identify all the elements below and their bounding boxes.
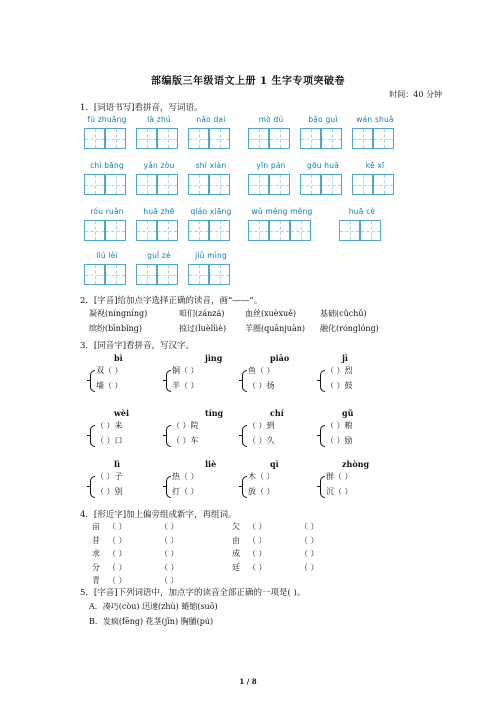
brace-icon [166, 476, 171, 498]
brace-icon [320, 476, 325, 498]
writing-box[interactable] [352, 174, 373, 195]
q5-option-b: B．发疯(fēng) 花茎(jīn) 胸脯(pú) [89, 617, 214, 626]
writing-box[interactable] [136, 264, 157, 285]
pinyin-prompt: mò dú [258, 115, 284, 124]
base-char: 昔 [92, 535, 100, 545]
fill-blank: （ ）扬 [248, 381, 275, 390]
answer-blank: （ ） [108, 522, 127, 531]
pinyin-prompt: huā zhē [143, 207, 175, 216]
writing-box[interactable] [84, 220, 105, 241]
brace-icon [90, 370, 95, 392]
writing-box[interactable] [157, 174, 178, 195]
pinyin-prompt: bǎo guì [308, 115, 338, 124]
pinyin-prompt: chì bǎng [90, 161, 124, 170]
q2-item: 缤纷(bīnbǐng) [89, 324, 143, 333]
homophone-pinyin: tíng [205, 408, 224, 418]
answer-blank: （ ） [160, 535, 179, 545]
writing-box[interactable] [105, 264, 126, 285]
q2-item: 凝视(níngníng) [89, 309, 148, 318]
fill-blank: 半（ ） [172, 381, 199, 390]
writing-box[interactable] [360, 220, 381, 241]
fill-blank: 鱼（ ） [248, 366, 275, 375]
answer-blank: （ ） [108, 576, 127, 585]
brace-icon [166, 370, 171, 392]
answer-blank: （ ） [160, 562, 179, 572]
answer-blank: （ ） [300, 549, 319, 558]
writing-box[interactable] [373, 128, 394, 149]
pinyin-prompt: yǎn zòu [143, 161, 175, 170]
brace-icon [242, 370, 247, 392]
fill-blank: 木（ ） [248, 472, 275, 481]
q3-label: 3．[同音字]看拼音，写汉字。 [80, 341, 195, 351]
writing-box[interactable] [269, 220, 290, 241]
q5-option-a: A．凑巧(còu) 迅速(zhù) 蜷缩(suō) [89, 602, 218, 611]
writing-box[interactable] [136, 128, 157, 149]
pinyin-prompt: kě xī [365, 161, 385, 170]
writing-box[interactable] [84, 128, 105, 149]
writing-box[interactable] [209, 128, 230, 149]
writing-box[interactable] [373, 174, 394, 195]
brace-icon [90, 476, 95, 498]
homophone-pinyin: liè [205, 459, 217, 469]
fill-blank: 打（ ） [172, 487, 199, 496]
time-limit: 时间：40 分钟 [389, 90, 442, 99]
base-char: 成 [232, 549, 240, 558]
pinyin-prompt: qiáo xiāng [190, 207, 232, 216]
base-char: 青 [92, 576, 100, 585]
answer-blank: （ ） [248, 562, 267, 572]
writing-box[interactable] [188, 264, 209, 285]
answer-blank: （ ） [160, 522, 179, 531]
writing-box[interactable] [84, 264, 105, 285]
answer-blank: （ ） [300, 522, 319, 531]
pinyin-prompt: gōu huà [307, 161, 339, 170]
writing-box[interactable] [339, 220, 360, 241]
base-char: 由 [232, 535, 240, 545]
writing-box[interactable] [209, 220, 230, 241]
writing-box[interactable] [248, 128, 269, 149]
writing-box[interactable] [105, 128, 126, 149]
writing-box[interactable] [188, 174, 209, 195]
writing-box[interactable] [269, 128, 290, 149]
brace-icon [320, 370, 325, 392]
q2-item: 咱们(zánzá) [179, 309, 225, 318]
page-title: 部编版三年级语文上册 1 生字专项突破卷 [151, 76, 345, 87]
fill-blank: （ ）鼓 [326, 381, 353, 390]
base-char: 廷 [232, 562, 240, 572]
pinyin-prompt: fú zhuāng [87, 115, 127, 124]
writing-box[interactable] [157, 220, 178, 241]
writing-box[interactable] [84, 174, 105, 195]
writing-box[interactable] [300, 128, 321, 149]
fill-blank: （ ）别 [96, 487, 123, 496]
homophone-pinyin: wèi [114, 408, 130, 418]
writing-box[interactable] [188, 128, 209, 149]
base-char: 求 [92, 549, 100, 558]
answer-blank: （ ） [300, 562, 319, 572]
brace-icon [320, 425, 325, 447]
fill-blank: 热（ ） [172, 472, 199, 481]
homophone-pinyin: gǔ [342, 408, 354, 418]
q1-label: 1．[词语书写]看拼音，写词语。 [80, 103, 203, 113]
q2-item: 掠过(luèlüè) [179, 324, 227, 333]
pinyin-prompt: róu ruǎn [90, 207, 124, 216]
fill-blank: （ ）粮 [326, 421, 353, 430]
fill-blank: （ ）到 [248, 421, 275, 430]
writing-box[interactable] [188, 220, 209, 241]
fill-blank: （ ）久 [248, 436, 275, 445]
fill-blank: （ ）子 [96, 472, 123, 481]
homophone-pinyin: lì [114, 459, 121, 469]
writing-box[interactable] [248, 174, 269, 195]
fill-blank: （ ）励 [326, 436, 353, 445]
fill-blank: 双（ ） [96, 366, 123, 375]
answer-blank: （ ） [160, 576, 179, 585]
fill-blank: 放（ ） [248, 487, 275, 496]
writing-box[interactable] [321, 174, 342, 195]
brace-icon [242, 476, 247, 498]
base-char: 欠 [232, 522, 240, 531]
brace-icon [166, 425, 171, 447]
brace-icon [242, 425, 247, 447]
writing-box[interactable] [105, 220, 126, 241]
pinyin-prompt: wán shuǎ [356, 115, 394, 124]
pinyin-prompt: wǔ méng méng [251, 207, 313, 216]
writing-box[interactable] [248, 220, 269, 241]
base-char: 亩 [92, 522, 100, 531]
q2-label: 2．[字音]给加点字选择正确的读音，画“——”。 [80, 296, 263, 306]
writing-box[interactable] [157, 264, 178, 285]
homophone-pinyin: piāo [270, 353, 290, 363]
homophone-pinyin: jìng [205, 353, 223, 363]
brace-icon [90, 425, 95, 447]
answer-blank: （ ） [108, 549, 127, 558]
fill-blank: （ ）来 [96, 421, 123, 430]
fill-blank: 铜（ ） [172, 366, 199, 375]
pinyin-prompt: liú lèi [96, 251, 118, 260]
answer-blank: （ ） [300, 535, 319, 545]
homophone-pinyin: jī [342, 353, 348, 363]
q2-item: 羊圈(quānjuàn) [245, 324, 305, 333]
answer-blank: （ ） [248, 535, 267, 545]
writing-box[interactable] [290, 220, 311, 241]
fill-blank: 沉（ ） [326, 487, 353, 496]
answer-blank: （ ） [108, 562, 127, 572]
fill-blank: 群（ ） [326, 472, 353, 481]
q4-label: 4．[形近字]加上偏旁组成新字，再组词。 [80, 510, 237, 520]
homophone-pinyin: bì [114, 353, 123, 363]
fill-blank: （ ）口 [96, 436, 123, 445]
homophone-pinyin: chí [270, 408, 284, 418]
fill-blank: （ ）院 [172, 421, 199, 430]
fill-blank: 墙（ ） [96, 381, 123, 390]
fill-blank: （ ）车 [172, 436, 199, 445]
base-char: 分 [92, 562, 100, 572]
pinyin-prompt: yīn pán [256, 161, 286, 170]
q2-item: 融化(rónglóng) [320, 324, 379, 333]
writing-box[interactable] [269, 174, 290, 195]
pinyin-prompt: jiǔ mìng [195, 251, 227, 260]
pinyin-prompt: shí xiàn [195, 161, 227, 170]
q2-item: 血丝(xuèxuě) [245, 309, 297, 318]
answer-blank: （ ） [108, 535, 127, 545]
pinyin-prompt: là zhú [147, 115, 171, 124]
writing-box[interactable] [136, 174, 157, 195]
pinyin-prompt: nǎo dai [196, 115, 226, 124]
pinyin-prompt: guǐ zé [147, 251, 171, 260]
homophone-pinyin: qì [270, 459, 279, 469]
writing-box[interactable] [209, 264, 230, 285]
q5-label: 5．[字音]下列词语中，加点字的读音全部正确的一项是( )。 [80, 588, 306, 598]
answer-blank: （ ） [160, 549, 179, 558]
q2-item: 基础(cǔchǔ) [320, 309, 367, 318]
writing-box[interactable] [136, 220, 157, 241]
writing-box[interactable] [300, 174, 321, 195]
writing-box[interactable] [209, 174, 230, 195]
writing-box[interactable] [352, 128, 373, 149]
answer-blank: （ ） [248, 522, 267, 531]
page-number: 1 / 8 [239, 677, 257, 686]
homophone-pinyin: zhòng [342, 459, 370, 469]
writing-box[interactable] [321, 128, 342, 149]
writing-box[interactable] [105, 174, 126, 195]
pinyin-prompt: huā cè [348, 207, 376, 216]
fill-blank: （ ）烈 [326, 366, 353, 375]
answer-blank: （ ） [248, 549, 267, 558]
writing-box[interactable] [157, 128, 178, 149]
